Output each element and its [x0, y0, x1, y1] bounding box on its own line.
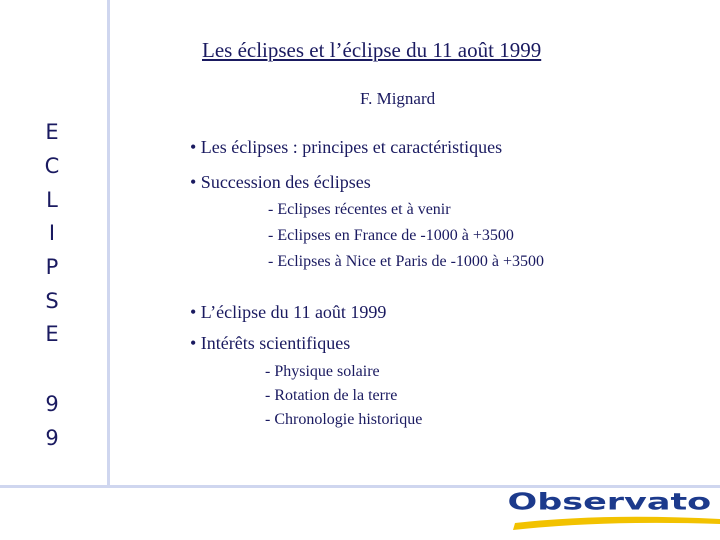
side-letter: P — [45, 255, 59, 279]
observatoire-logo — [505, 490, 720, 540]
sub-item: - Chronologie historique — [265, 411, 423, 428]
side-letter: C — [44, 154, 60, 178]
logo-text: Observato — [507, 490, 712, 516]
vertical-divider — [107, 0, 110, 487]
side-letter: S — [45, 289, 59, 313]
sub-item: - Rotation de la terre — [265, 387, 398, 404]
logo-graphic — [505, 490, 720, 540]
bullet-succession: • Succession des éclipses — [190, 172, 371, 192]
sub-item: - Eclipses en France de -1000 à +3500 — [268, 227, 514, 244]
author: F. Mignard — [360, 89, 436, 108]
side-letter: 9 — [45, 392, 59, 416]
bullet-eclipse-1999: • L’éclipse du 11 août 1999 — [190, 302, 387, 322]
side-letter: E — [45, 322, 59, 346]
sub-item: - Physique solaire — [265, 363, 380, 380]
bullet-principes: • Les éclipses : principes et caractéristiques — [190, 137, 503, 157]
side-letter: I — [48, 221, 56, 245]
side-letter: 9 — [45, 426, 59, 450]
side-letter: E — [45, 120, 59, 144]
bullet-interets: • Intérêts scientifiques — [190, 333, 351, 353]
sub-item: - Eclipses récentes et à venir — [268, 201, 451, 218]
horizontal-divider — [0, 485, 720, 488]
side-letter: L — [46, 188, 58, 212]
slide-title: Les éclipses et l’éclipse du 11 août 1999 — [202, 38, 542, 62]
logo-swoosh — [513, 517, 720, 530]
sub-item: - Eclipses à Nice et Paris de -1000 à +3500 — [268, 253, 545, 270]
